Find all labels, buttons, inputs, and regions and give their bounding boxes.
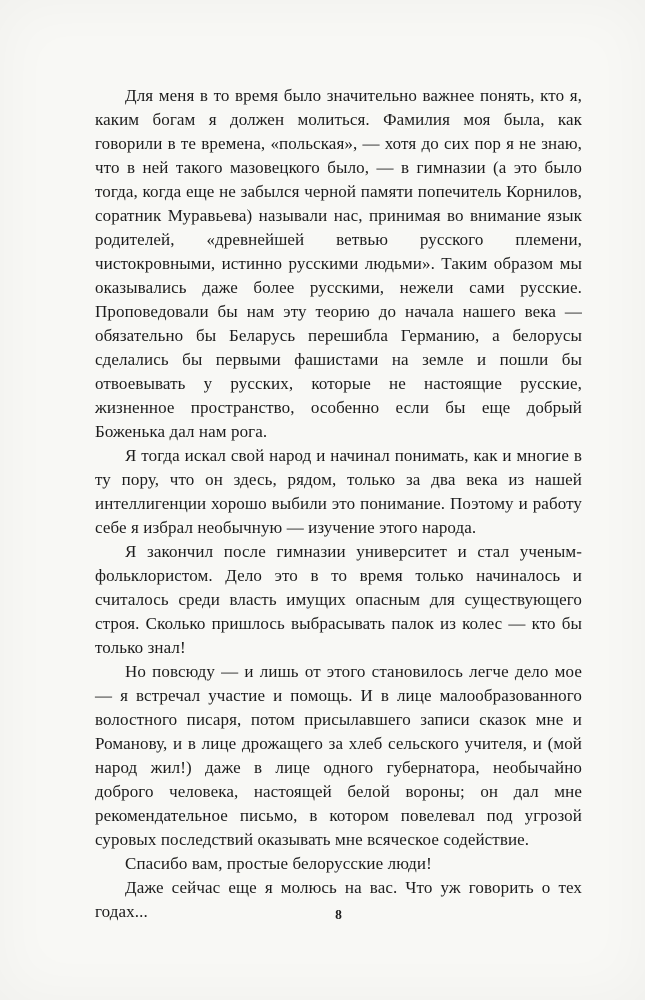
paragraph-3: Я закончил после гимназии университет и стал ученым-фольклористом. Дело это в то время только начиналось и считалось среди власть имущих опасным для существующего строя. Сколько пришлось выбрасывать палок из колес — кто бы только знал!	[95, 542, 582, 657]
paragraph-5: Спасибо вам, простые белорусские люди!	[125, 854, 432, 873]
paragraph-4: Но повсюду — и лишь от этого становилось легче дело мое — я встречал участие и помощь. И в лице малообразованного волостного писаря, потом присылавшего записи сказок мне и Романову, и в лице дрожащего за хлеб сельского учителя, и (мой народ жил!) даже в лице одного губернатора, необычайно доброго человека, настоящей белой вороны; он дал мне рекомендательное письмо, в котором повелевал под угрозой суровых последствий оказывать мне всяческое содействие.	[95, 662, 582, 849]
paragraph-6: Даже сейчас еще я молюсь на вас. Что уж говорить о тех годах...	[95, 878, 582, 921]
page-footer	[95, 906, 582, 924]
paragraph-2: Я тогда искал свой народ и начинал понимать, как и многие в ту пору, что он здесь, рядом, только за два века из нашей интеллигенции хорошо выбили это понимание. Поэтому и работу себе я избрал необычную — изучение этого народа.	[95, 446, 582, 537]
page-number: 8	[335, 907, 342, 922]
page-text-block	[95, 84, 582, 924]
paragraph-1: Для меня в то время было значительно важнее понять, кто я, каким богам я должен молиться. Фамилия моя была, как говорили в те времена, «польская», — хотя до сих пор я не знаю, что в ней такого мазовецкого было, — в гимназии (а это было тогда, когда еще не забылся черной памяти попечитель Корнилов, соратник Муравьева) называли нас, принимая во внимание язык родителей, «древнейшей ветвью русского племени, чистокровными, истинно русскими людьми». Таким образом мы оказывались даже более русскими, нежели сами русские. Проповедовали бы нам эту теорию до начала нашего века — обязательно бы Беларусь перешибла Германию, а белорусы сделались бы первыми фашистами на земле и пошли бы отвоевывать у русских, которые не настоящие русские, жизненное пространство, особенно если бы еще добрый Боженька дал нам рога.	[95, 86, 582, 441]
